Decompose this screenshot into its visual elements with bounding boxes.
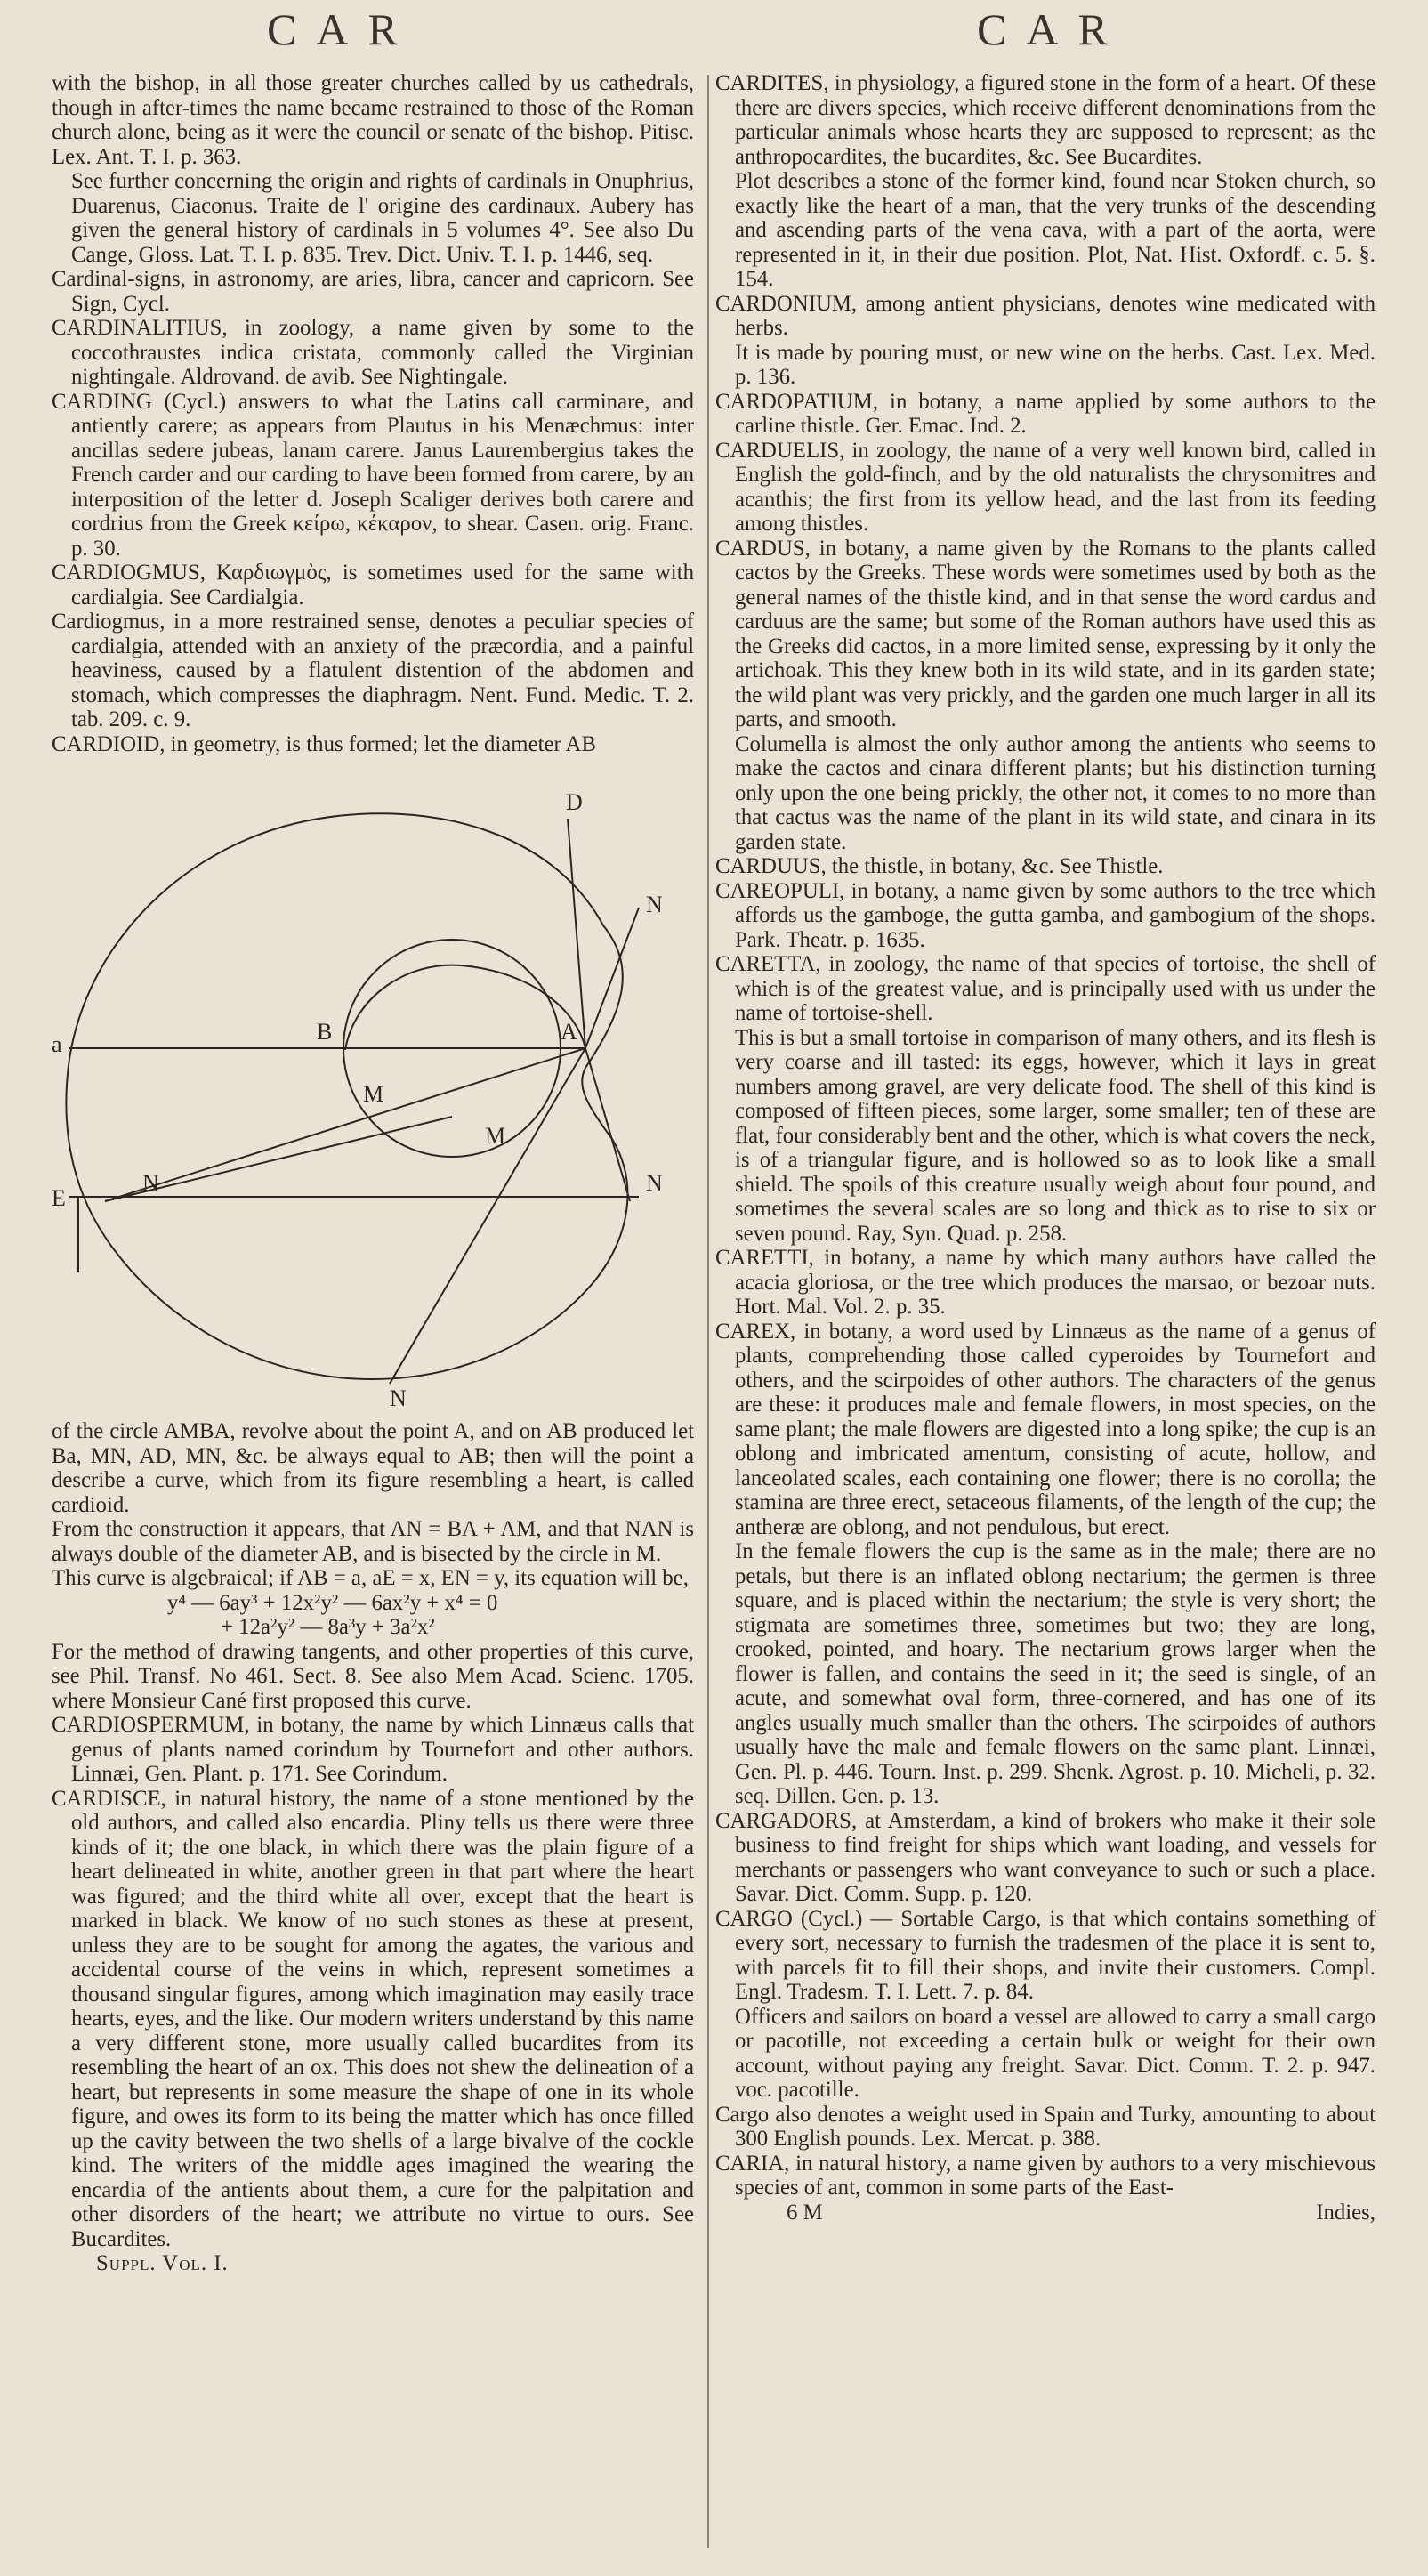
label-A: A [561,1019,577,1045]
entry-text: Columella is almost the only author among the antients who seems to make the cactos and cinara different plants; but his distinction turning only upon the one being prickly, the other not, it comes to no more than that cactus was the name of the plant in its wild state, and cinara in its garden state. [735,731,1376,854]
page-foot [715,2201,1376,2227]
entry-cardisce: CARDISCE, in natural history, the name of a stone mentioned by the old authors, and called also encardia. Pliny tells us there were three kinds of it; the one black, in which there was the plain figure of a heart delineated in white, another green in that part where the heart was figured; and the third white all over, except that the heart is marked in black. We know of no such stones as these at present, unless they are to be sought for among the agates, the various and accidental course of the veins in which, represent sometimes a thousand singular figures, among which imagination may easily trace hearts, eyes, and the like. Our modern writers understand by this name a very different stone, more usually called bucardites from its resembling the heart of an ox. This does not shew the delineation of a heart, but represents in some measure the shape of one in its whole figure, and owes its form to its being the matter which has once filled up the cavity between the two shells of a large bivalve of the cockle kind. The writers of the middle ages imagined the wearing the encardia of the antients about them, a cure for the palpitation and other disorders of the heart; we attribute no virtue to ours. See Bucardites. [52,1786,694,2251]
entry-cardiospermum: CARDIOSPERMUM, in botany, the name by which Linnæus calls that genus of plants named corindum by Tournefort and other authors. Linnæi, Gen. Plant. p. 171. See Corindum. [52,1713,694,1786]
entry-text: It is made by pouring must, or new wine on the herbs. Cast. Lex. Med. p. 136. [735,340,1376,389]
entry-text: See further concerning the origin and rights of cardinals in Onuphrius, Duarenus, Ciaconus. Traite de l' origine des cardinaux. Aubery has given the general history of cardinals in 5 volumes 4°. See also Du Cange, Gloss. Lat. T. I. p. 835. Trev. Dict. Univ. T. I. p. 1446, seq. [71,169,694,267]
entry-carduelis: CARDUELIS, in zoology, the name of a very well known bird, called in English the gold-finch, and by the old naturalists the chrysomitres and acanthis; the first from its yellow head, and the last from its feeding among thistles. [715,438,1376,536]
entry-cardioid: CARDIOID, in geometry, is thus formed; let the diameter AB [52,731,597,756]
entry-cargadors: CARGADORS, at Amsterdam, a kind of brokers who make it their sole business to find freight for ships which want loading, and vessels for merchants or passengers who want conveyance to such or such a place. Savar. Dict. Comm. Supp. p. 120. [715,1808,1376,1906]
cardioid-curve [66,813,627,1379]
inner-arc [345,965,585,1050]
catchword: Indies, [1316,2200,1376,2225]
entry-cardinal-signs: Cardinal-signs, in astronomy, are aries, libra, cancer and capricorn. See Sign, Cycl. [52,267,694,316]
line-AN-right [585,1048,630,1201]
entry-text: of the circle AMBA, revolve about the point A, and on AB produced let Ba, MN, AD, MN, &c. be always equal to AB; then will the point a describe a curve, which from its figure resembling a heart, is called cardioid. [52,1419,694,1517]
header-left-catchword: CAR [267,4,417,54]
equation-line-1: y⁴ — 6ay³ + 12x²y² — 6ax²y + x⁴ = 0 [167,1590,498,1615]
entry-caretta: CARETTA, in zoology, the name of that species of tortoise, the shell of which is of the greatest value, and is principally used with us under the name of tortoise-shell. [715,952,1376,1025]
entry-carex: CAREX, in botany, a word used by Linnæus as the name of a genus of plants, comprehending those called cyperoides by Tournefort and others, and the scirpoides of other authors. The characters of the genus are these: it produces male and female flowers, in most species, on the same plant; the male flowers are digested into a long spike; the cup is an oblong and imbricated amentum, consisting of acute, hollow, and lanceolated scales, each containing one flower; there is no corolla; the stamina are three erect, setaceous filaments, of the length of the cup; the antheræ are oblong, and not pendulous, but erect. [715,1319,1376,1539]
equation-line-2: + 12a²y² — 8a³y + 3a²x² [221,1615,435,1639]
line-AN-bottom [390,1048,585,1384]
label-N-bottom: N [390,1385,407,1410]
label-B: B [317,1019,333,1045]
entry-cargo-weight: Cargo also denotes a weight used in Spain and Turky, amounting to about 300 English pounds. Lex. Mercat. p. 388. [715,2102,1376,2151]
line-AD [568,819,585,1048]
label-M-upper: M [363,1081,384,1107]
entry-careopuli: CAREOPULI, in botany, a name given by some authors to the tree which affords us the gamboge, the gutta gamba, and gambogium of the shops. Park. Theatr. p. 1635. [715,878,1376,952]
label-a: a [52,1031,62,1057]
entry-text: From the construction it appears, that AN = BA + AM, and that NAN is always double of the diameter AB, and is bisected by the circle in M. [52,1517,694,1566]
entry-cardinalitius: CARDINALITIUS, in zoology, a name given by some to the coccothraustes indica cristata, commonly called the Virginian nightingale. Aldrovand. de avib. See Nightingale. [52,316,694,389]
entry-cardus: CARDUS, in botany, a name given by the Romans to the plants called cactos by the Greeks. These words were sometimes used by both as the general names of the thistle kind, and in that sense the word cardus and carduus are the same; but some of the Roman authors have used this as the Greeks did cactos, in a more limited sense, expressing by it only the artichoak. This they knew both in its wild state, and in its garden state; the wild plant was very prickly, and the garden one much larger in all its parts, and smooth. [715,536,1376,731]
signature-mark: 6 M [787,2200,823,2225]
entry-cargo: CARGO (Cycl.) — Sortable Cargo, is that which contains something of every sort, necessary to furnish the tradesmen of the place it is sent to, with parcels fit to fill their shops, and invite their customers. Compl. Engl. Tradesm. T. I. Lett. 7. p. 84. [715,1906,1376,2004]
entry-cardiogmus-2: Cardiogmus, in a more restrained sense, denotes a peculiar species of cardialgia, attended with an anxiety of the præcordia, and a painful heaviness, caused by a flatulent distention of the abdomen and stomach, which compresses the diaphragm. Nent. Fund. Medic. T. 2. tab. 209. c. 9. [52,610,694,731]
label-D: D [566,789,583,815]
entry-text: This curve is algebraical; if AB = a, aE = x, EN = y, its equation will be, [52,1566,689,1590]
left-column [52,71,694,2276]
entry-text: Officers and sailors on board a vessel are allowed to carry a small cargo or pacotille, not exceeding a certain bulk or weight for their own account, without paying any freight. Savar. Dict. Comm. T. 2. p. 947. voc. pacotille. [735,2004,1376,2102]
label-N-left: N [142,1170,159,1196]
entry-cardopatium: CARDOPATIUM, in botany, a name applied by some authors to the carline thistle. Ger. Emac. Ind. 2. [715,389,1376,438]
column-divider [707,75,709,2548]
label-M-lower: M [485,1123,506,1149]
right-column [715,71,1376,2227]
label-E: E [52,1185,66,1211]
entry-carding: CARDING (Cycl.) answers to what the Latins call carminare, and antiently carere; as appears from Plautus in his Menæchmus: inter ancillas sedere jubeas, lanam carere. Janus Laurembergius takes the French carder and our carding to have been formed from carere, by an interposition of the letter d. Joseph Scaliger derives both carere and cordrius from the Greek κείρω, κέκαρον, to shear. Casen. orig. Franc. p. 30. [52,389,694,561]
running-header [0,0,1428,67]
entry-caretti: CARETTI, in botany, a name by which many authors have called the acacia gloriosa, or the tree which produces the marsao, or bezoar nuts. Hort. Mal. Vol. 2. p. 35. [715,1246,1376,1319]
entry-text: For the method of drawing tangents, and other properties of this curve, see Phil. Transf. No 461. Sect. 8. See also Mem Acad. Scienc. 1705. where Monsieur Cané first proposed this curve. [52,1639,694,1713]
entry-text: In the female flowers the cup is the same as in the male; there are no petals, but there is an inflated oblong nectarium; the germen is three square, and is placed within the nectarium; the style is very short; the stigmata are sometimes three, sometimes but two; they are long, crooked, pointed, and hoary. The nectarium grows larger when the flower is fallen, and contains the seed in it; the seed is single, of an acute, and somewhat oval form, three-cornered, and has one of its angles usually much smaller than the others. The scirpoides of authors usually have the male and female flowers on the same plant. Linnæi, Gen. Pl. p. 446. Tourn. Inst. p. 299. Shenk. Agrost. p. 10. Micheli, p. 32. seq. Dillen. Gen. p. 13. [735,1539,1376,1808]
entry-carduus: CARDUUS, the thistle, in botany, &c. See Thistle. [715,854,1164,878]
entry-cardonium: CARDONIUM, among antient physicians, denotes wine medicated with herbs. [715,291,1376,340]
entry-text: This is but a small tortoise in comparison of many others, and its flesh is very coarse and ill tasted: its eggs, however, which it lays in great numbers among gravel, are very delicate food. The shell of this kind is composed of fifteen pieces, some larger, some smaller; ten of these are flat, four considerably bent and the other, which is what covers the neck, is of a triangular figure, and is hollowed so as to look like a small shield. The spoils of this creature usually weigh about four pound, and sometimes the several scales are so long and thick as to rise to six or seven pound. Ray, Syn. Quad. p. 258. [735,1025,1376,1246]
label-N-right: N [646,1170,663,1196]
line-AN-upper [585,908,639,1048]
entry-caria: CARIA, in natural history, a name given by authors to a very mischievous species of ant, common in some parts of the East- [715,2151,1376,2200]
cardioid-diagram [52,765,694,1410]
header-right-catchword: CAR [977,4,1127,54]
label-N-upper: N [646,892,663,917]
volume-footer: Suppl. Vol. I. [96,2251,229,2275]
entry-text: with the bishop, in all those greater churches called by us cathedrals, though in after-times the name became restrained to those of the Roman church alone, being as it were the council or senate of the bishop. Pitisc. Lex. Ant. T. I. p. 363. [52,71,694,169]
entry-cardites: CARDITES, in physiology, a figured stone in the form of a heart. Of these there are divers species, which receive different denominations from the particular animals whose hearts they are supposed to represent; as the anthropocardites, the bucardites, &c. See Bucardites. [715,71,1376,169]
entry-text: Plot describes a stone of the former kind, found near Stoken church, so exactly like the heart of a man, that the very trunks of the descending and ascending parts of the vena cava, with a part of the aorta, were represented in it, in their due position. Plot, Nat. Hist. Oxfordf. c. 5. §. 154. [735,169,1376,291]
cardioid-figure [52,765,694,1410]
entry-cardiogmus: CARDIOGMUS, Καρδιωγμὸς, is sometimes used for the same with cardialgia. See Cardialgia. [52,561,694,610]
